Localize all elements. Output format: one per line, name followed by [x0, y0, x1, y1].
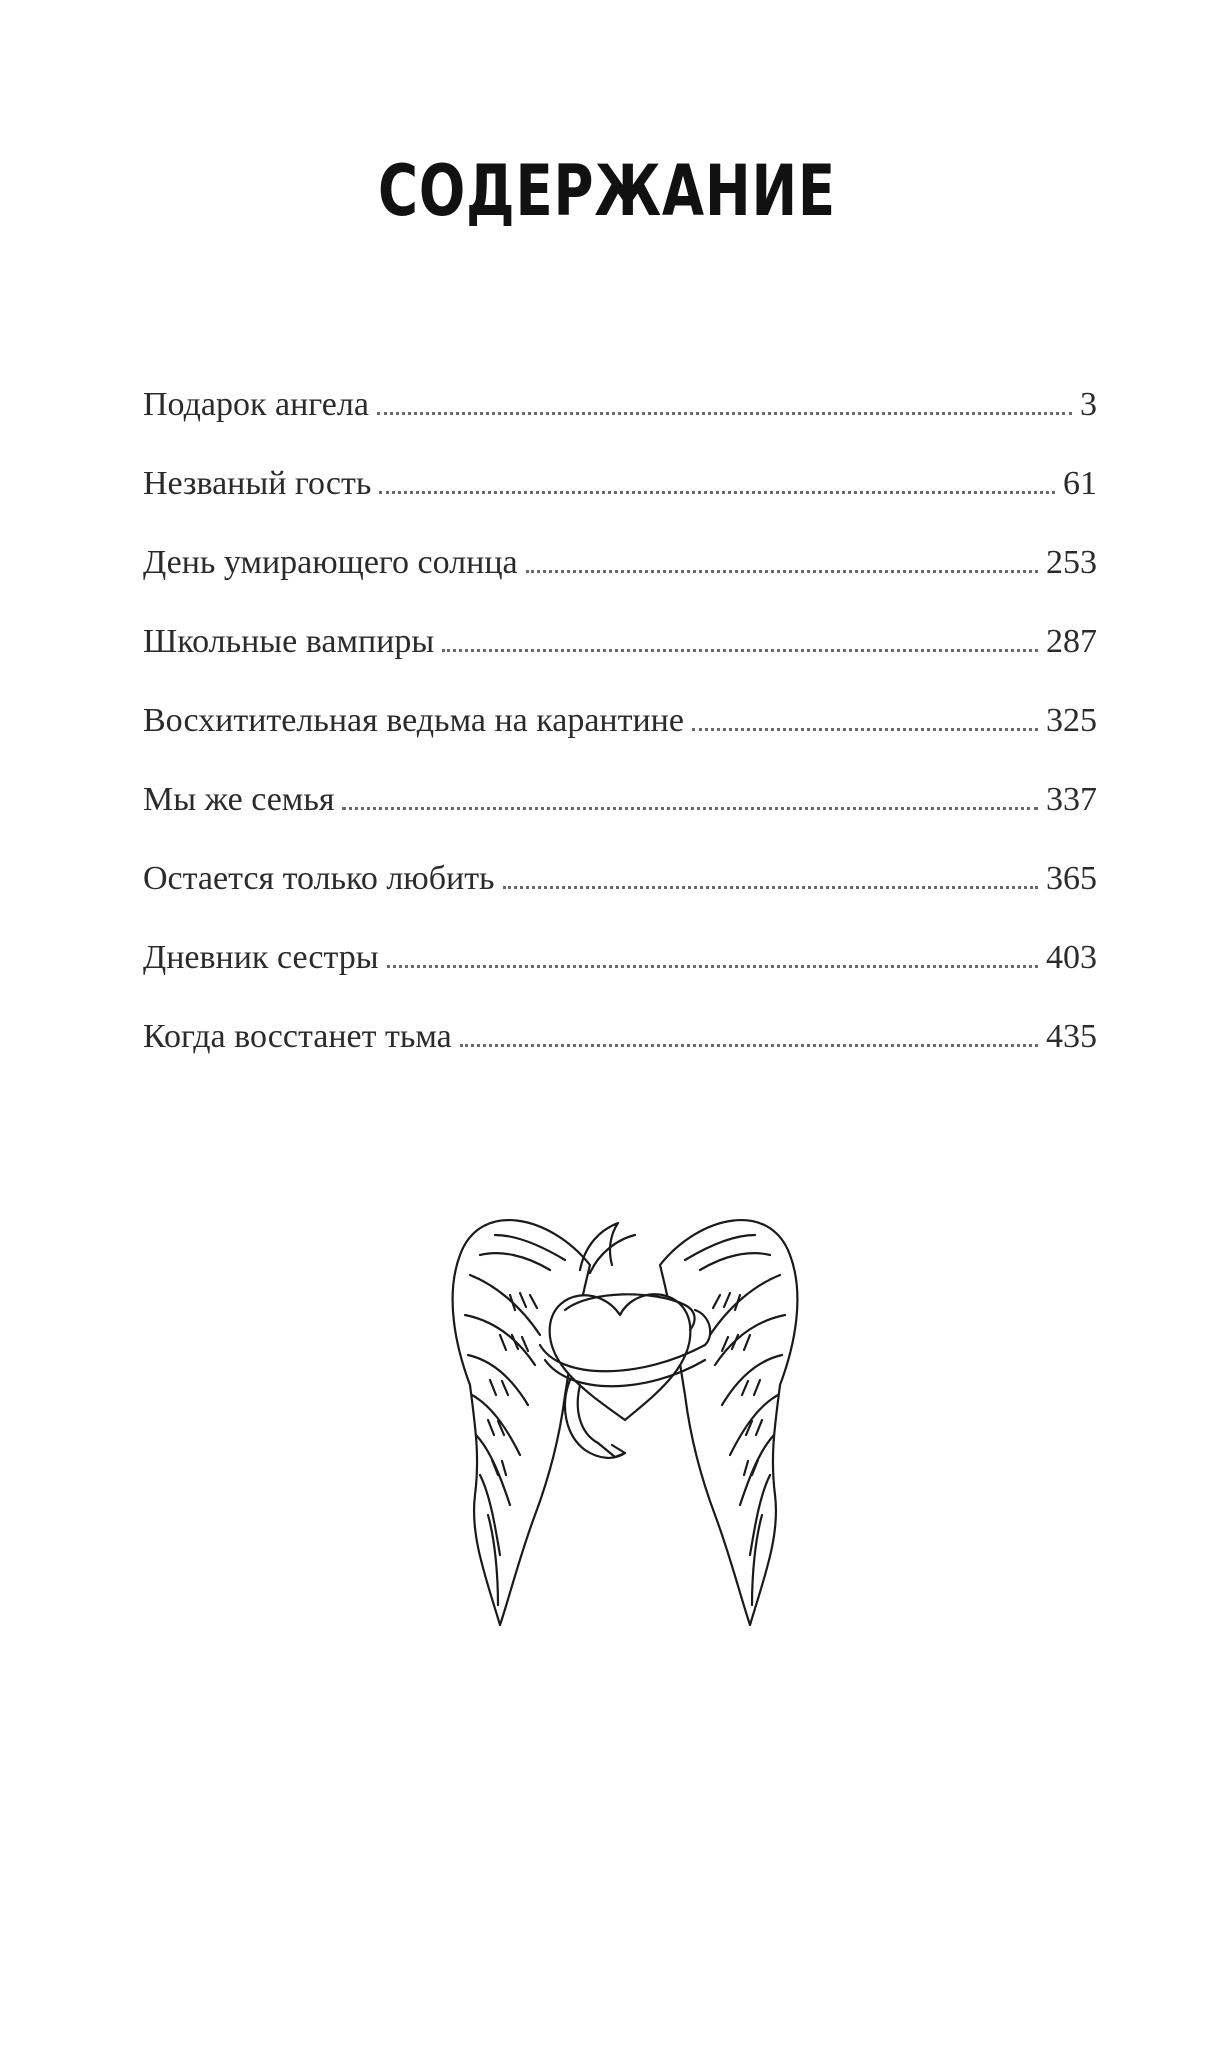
toc-entry-page: 365 — [1046, 860, 1097, 897]
toc-entry-page: 287 — [1046, 623, 1097, 660]
page-title: СОДЕРЖАНИЕ — [377, 150, 837, 232]
toc-leader-dots — [387, 964, 1038, 968]
toc-entry-page: 403 — [1046, 939, 1097, 976]
toc-entry-title: Дневник сестры — [143, 939, 379, 976]
toc-leader-dots — [503, 885, 1038, 889]
toc-leader-dots — [460, 1043, 1038, 1047]
toc-entry[interactable] — [143, 617, 1097, 696]
winged-heart-illustration — [440, 1195, 810, 1655]
toc-entry[interactable] — [143, 696, 1097, 775]
toc-entry-title: День умирающего солнца — [143, 544, 518, 581]
toc-entry-title: Остается только любить — [143, 860, 495, 897]
toc-leader-dots — [692, 727, 1038, 731]
toc-leader-dots — [379, 490, 1055, 494]
toc-leader-dots — [377, 411, 1072, 415]
toc-entry-page: 435 — [1046, 1018, 1097, 1055]
toc-entry-title: Восхитительная ведьма на карантине — [143, 702, 684, 739]
toc-entry-title: Мы же семья — [143, 781, 335, 818]
toc-entry[interactable] — [143, 1012, 1097, 1091]
toc-entry[interactable] — [143, 538, 1097, 617]
toc-leader-dots — [442, 648, 1038, 652]
winged-heart-icon — [440, 1195, 810, 1655]
toc-entry-page: 3 — [1080, 386, 1097, 423]
toc-leader-dots — [342, 806, 1038, 810]
toc-entry-page: 337 — [1046, 781, 1097, 818]
toc-entry[interactable] — [143, 854, 1097, 933]
toc-entry-page: 325 — [1046, 702, 1097, 739]
toc-entry[interactable] — [143, 933, 1097, 1012]
toc-entry[interactable] — [143, 380, 1097, 459]
table-of-contents — [143, 380, 1097, 1091]
toc-entry[interactable] — [143, 459, 1097, 538]
toc-entry[interactable] — [143, 775, 1097, 854]
toc-entry-title: Когда восстанет тьма — [143, 1018, 452, 1055]
toc-leader-dots — [526, 569, 1038, 573]
toc-entry-title: Подарок ангела — [143, 386, 369, 423]
toc-entry-title: Школьные вампиры — [143, 623, 435, 660]
toc-entry-page: 61 — [1063, 465, 1097, 502]
toc-entry-title: Незваный гость — [143, 465, 372, 502]
toc-entry-page: 253 — [1046, 544, 1097, 581]
